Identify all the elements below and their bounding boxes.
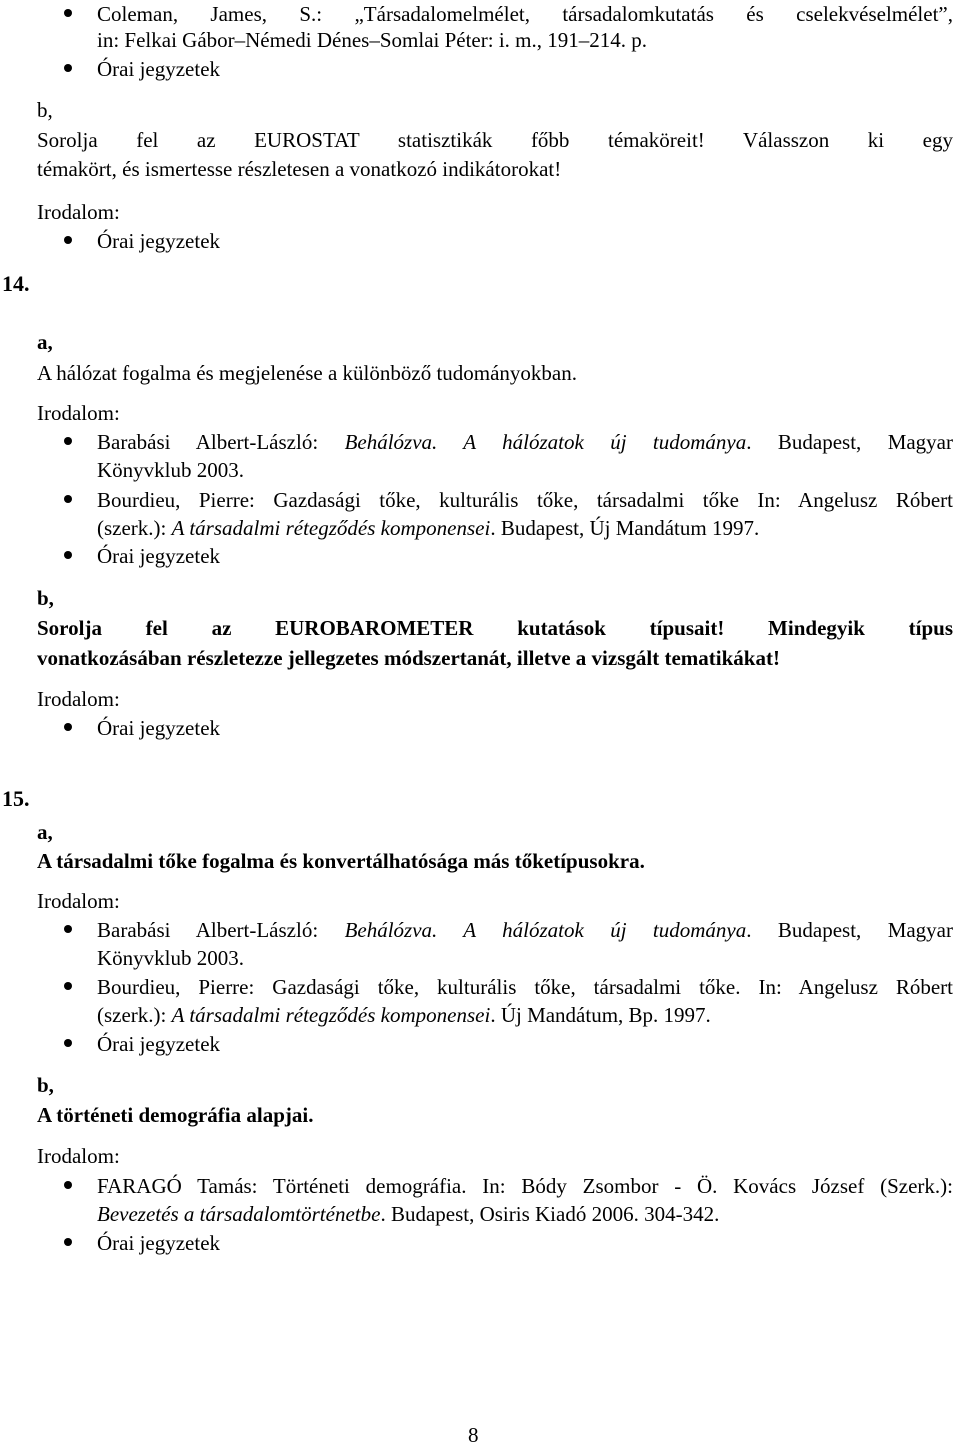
question-b-text-line2: témakört, és ismertesse részletesen a vonatkozó indikátorokat! xyxy=(37,157,562,181)
bullet xyxy=(64,236,72,244)
question-a-title: A társadalmi tőke fogalma és konvertálhatósága más tőketípusokra. xyxy=(37,849,645,873)
question-b-title: A történeti demográfia alapjai. xyxy=(37,1103,314,1127)
reference-farago-line2: Bevezetés a társadalomtörténetbe. Budapest, Osiris Kiadó 2006. 304-342. xyxy=(97,1202,720,1226)
question-b-text-line1: Sorolja fel az EUROBAROMETER kutatások típusait! Mindegyik típus xyxy=(37,616,953,640)
reference-bourdieu-line1: Bourdieu, Pierre: Gazdasági tőke, kulturális tőke, társadalmi tőke. In: Angelusz Róbert xyxy=(97,975,953,999)
bullet xyxy=(64,982,72,990)
reference-coleman-line1: Coleman, James, S.: „Társadalomelmélet, társadalomkutatás és cselekvéselmélet”, xyxy=(97,2,953,26)
literature-label: Irodalom: xyxy=(37,200,120,224)
bullet xyxy=(64,723,72,731)
reference-notes: Órai jegyzetek xyxy=(97,1032,221,1056)
question-b-label: b, xyxy=(37,98,53,122)
bullet xyxy=(64,495,72,503)
reference-notes: Órai jegyzetek xyxy=(97,716,221,740)
question-b-text-line2: vonatkozásában részletezze jellegzetes módszertanát, illetve a vizsgált tematikákat! xyxy=(37,646,780,670)
bullet xyxy=(64,1238,72,1246)
question-a-title: A hálózat fogalma és megjelenése a különböző tudományokban. xyxy=(37,361,578,385)
literature-label: Irodalom: xyxy=(37,1144,120,1168)
reference-barabasi-line2: Könyvklub 2003. xyxy=(97,946,244,970)
question-a-label: a, xyxy=(37,330,53,354)
bullet xyxy=(64,925,72,933)
reference-farago-line1: FARAGÓ Tamás: Történeti demográfia. In: Bódy Zsombor - Ö. Kovács József (Szerk.): xyxy=(97,1174,953,1198)
question-b-label: b, xyxy=(37,586,54,610)
reference-notes: Órai jegyzetek xyxy=(97,1231,221,1255)
reference-barabasi-line2: Könyvklub 2003. xyxy=(97,458,244,482)
question-a-label: a, xyxy=(37,820,53,844)
reference-bourdieu-line1: Bourdieu, Pierre: Gazdasági tőke, kulturális tőke, társadalmi tőke In: Angelusz Róbert xyxy=(97,488,953,512)
bullet xyxy=(64,9,72,17)
reference-notes: Órai jegyzetek xyxy=(97,229,221,253)
reference-coleman-line2: in: Felkai Gábor–Némedi Dénes–Somlai Péter: i. m., 191–214. p. xyxy=(97,28,647,52)
question-b-text-line1: Sorolja fel az EUROSTAT statisztikák főbb témaköreit! Válasszon ki egy xyxy=(37,128,953,152)
reference-barabasi-line1: Barabási Albert-László: Behálózva. A hálózatok új tudománya. Budapest, Magyar xyxy=(97,430,953,454)
literature-label: Irodalom: xyxy=(37,401,120,425)
bullet xyxy=(64,1039,72,1047)
reference-bourdieu-line2: (szerk.): A társadalmi rétegződés komponensei. Új Mandátum, Bp. 1997. xyxy=(97,1003,711,1027)
literature-label: Irodalom: xyxy=(37,889,120,913)
page-number: 8 xyxy=(468,1423,479,1447)
bullet xyxy=(64,64,72,72)
section-number-15: 15. xyxy=(2,786,30,811)
bullet xyxy=(64,551,72,559)
bullet xyxy=(64,1181,72,1189)
reference-barabasi-line1: Barabási Albert-László: Behálózva. A hálózatok új tudománya. Budapest, Magyar xyxy=(97,918,953,942)
section-number-14: 14. xyxy=(2,271,30,296)
reference-notes: Órai jegyzetek xyxy=(97,57,221,81)
literature-label: Irodalom: xyxy=(37,687,120,711)
question-b-label: b, xyxy=(37,1073,54,1097)
reference-bourdieu-line2: (szerk.): A társadalmi rétegződés komponensei. Budapest, Új Mandátum 1997. xyxy=(97,516,760,540)
reference-notes: Órai jegyzetek xyxy=(97,544,221,568)
bullet xyxy=(64,437,72,445)
